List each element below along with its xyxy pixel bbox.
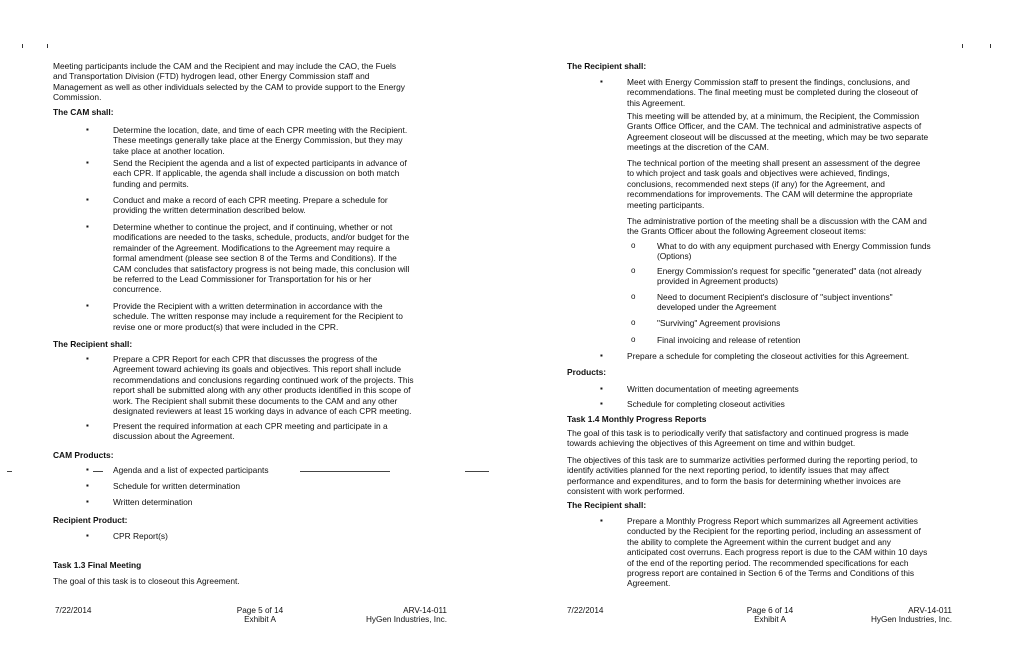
square-bullet-icon: ▪ <box>86 531 89 540</box>
list-item-text: Schedule for written determination <box>113 481 241 491</box>
footer-page-number: Page 5 of 14 <box>236 606 284 615</box>
paragraph: The objectives of this task are to summarize activities performed during the reporting period, to identify activities planned for the next reporting period, to identify issues that may affect performance and expenditures, and to form the basis for determining whether invoices are consistent with work performed. <box>567 455 918 497</box>
section-heading: Task 1.4 Monthly Progress Reports <box>567 414 707 424</box>
list-item-text: Prepare a Monthly Progress Report which summarizes all Agreement activities conducted by the Recipient for the reporting period, including an assessment of the ability to complete the Agreement within the current budget and any anticipated cost overruns. Each progress report is due to the CAM within 10 days of the end of the reporting period. The recommended specifications for each progress report are contained in Section 6 of the Terms and Conditions of this Agreement. <box>627 516 928 589</box>
scan-line <box>93 471 103 472</box>
list-item-text: Send the Recipient the agenda and a list of expected participants in advance of each CPR. If applicable, the agenda shall include a discussion on both match funding and permits. <box>113 158 407 189</box>
circle-bullet-icon: o <box>631 335 636 344</box>
list-item-text: Schedule for completing closeout activities <box>627 399 785 409</box>
footer-exhibit: Exhibit A <box>754 615 786 624</box>
list-item-text: Provide the Recipient with a written determination in accordance with the schedule. The written response may include a requirement for the Recipient to revise one or more product(s) that were included in the CPR. <box>113 301 403 332</box>
paragraph: The goal of this task is to closeout this Agreement. <box>53 576 240 586</box>
footer-company: HyGen Industries, Inc. <box>366 615 447 624</box>
section-heading: CAM Products: <box>53 450 114 460</box>
square-bullet-icon: ▪ <box>86 421 89 430</box>
section-heading: Task 1.3 Final Meeting <box>53 560 142 570</box>
square-bullet-icon: ▪ <box>86 497 89 506</box>
sub-list-item-text: "Surviving" Agreement provisions <box>657 318 781 328</box>
scan-mark <box>962 44 963 48</box>
sub-list-item-text: What to do with any equipment purchased with Energy Commission funds (Options) <box>657 241 931 262</box>
footer-agreement-number: ARV-14-011 <box>403 606 447 615</box>
list-item-text: Prepare a schedule for completing the closeout activities for this Agreement. <box>627 351 910 361</box>
circle-bullet-icon: o <box>631 241 636 250</box>
square-bullet-icon: ▪ <box>86 301 89 310</box>
paragraph: Meeting participants include the CAM and the Recipient and may include the CAO, the Fuels and Transportation Division (FTD) hydrogen lead, other Energy Commission staff and Management as well as other individuals selected by the CAM to provide support to the Energy Commission. <box>53 61 405 103</box>
square-bullet-icon: ▪ <box>600 384 603 393</box>
square-bullet-icon: ▪ <box>86 222 89 231</box>
list-item-text: CPR Report(s) <box>113 531 168 541</box>
square-bullet-icon: ▪ <box>86 158 89 167</box>
section-heading: The Recipient shall: <box>53 339 133 349</box>
indented-paragraph: This meeting will be attended by, at a minimum, the Recipient, the Commission Grants Office Officer, and the CAM. The technical and administrative aspects of Agreement closeout will be discussed at the meeting, which may be two separate meetings at the discretion of the CAM. <box>627 111 929 153</box>
square-bullet-icon: ▪ <box>600 77 603 86</box>
square-bullet-icon: ▪ <box>86 195 89 204</box>
indented-paragraph: The technical portion of the meeting shall present an assessment of the degree to which project and task goals and objectives were achieved, findings, conclusions, recommended next steps (if any) for the Agreement, and recommendations for improvements. The CAM will determine the appropriate meeting participants. <box>627 158 921 210</box>
scan-line <box>300 471 390 472</box>
sub-list-item-text: Energy Commission's request for specific "generated" data (not already provided in Agreement products) <box>657 266 922 287</box>
square-bullet-icon: ▪ <box>600 399 603 408</box>
document-page-5 <box>0 0 506 650</box>
footer-date: 7/22/2014 <box>567 606 604 615</box>
list-item-text: Determine whether to continue the project, and if continuing, whether or not modifications are needed to the tasks, schedule, products, and/or budget for the remainder of the Agreement. Modifications to the Agreement may require a formal amendment (please see section 8 of the Terms and Conditions). If the CAM concludes that satisfactory progress is not being made, this conclusion will be referred to the Lead Commissioner for Transportation for his or her concurrence. <box>113 222 410 295</box>
square-bullet-icon: ▪ <box>86 125 89 134</box>
circle-bullet-icon: o <box>631 266 636 275</box>
footer-company: HyGen Industries, Inc. <box>871 615 952 624</box>
list-item-text: Agenda and a list of expected participants <box>113 465 269 475</box>
section-heading: The Recipient shall: <box>567 500 647 510</box>
document-page-6 <box>507 0 1013 650</box>
list-item-text: Conduct and make a record of each CPR meeting. Prepare a schedule for providing the written determination described below. <box>113 195 388 216</box>
circle-bullet-icon: o <box>631 318 636 327</box>
sub-list-item-text: Need to document Recipient's disclosure of "subject inventions" developed under the Agreement <box>657 292 893 313</box>
list-item-text: Written documentation of meeting agreements <box>627 384 799 394</box>
circle-bullet-icon: o <box>631 292 636 301</box>
square-bullet-icon: ▪ <box>86 465 89 474</box>
list-item-text: Determine the location, date, and time of each CPR meeting with the Recipient. These meetings generally take place at the Energy Commission, but they may take place at another location. <box>113 125 408 156</box>
list-item-text: Meet with Energy Commission staff to present the findings, conclusions, and recommendations. The final meeting must be completed during the closeout of this Agreement. <box>627 77 918 108</box>
scan-mark <box>22 44 23 48</box>
scan-mark <box>47 44 48 48</box>
footer-exhibit: Exhibit A <box>244 615 276 624</box>
indented-paragraph: The administrative portion of the meeting shall be a discussion with the CAM and the Grants Officer about the following Agreement closeout items: <box>627 216 927 237</box>
list-item-text: Present the required information at each CPR meeting and participate in a discussion about the Agreement. <box>113 421 388 442</box>
section-heading: Products: <box>567 367 607 377</box>
section-heading: The CAM shall: <box>53 107 114 117</box>
scan-line <box>7 471 12 472</box>
sub-list-item-text: Final invoicing and release of retention <box>657 335 801 345</box>
section-heading: Recipient Product: <box>53 515 128 525</box>
footer-date: 7/22/2014 <box>55 606 92 615</box>
list-item-text: Written determination <box>113 497 193 507</box>
square-bullet-icon: ▪ <box>600 351 603 360</box>
square-bullet-icon: ▪ <box>86 354 89 363</box>
list-item-text: Prepare a CPR Report for each CPR that discusses the progress of the Agreement toward achieving its goals and objectives. This report shall include recommendations and conclusions regarding continued work of the projects. This report shall be submitted along with any other products identified in this scope of work. The Recipient shall submit these documents to the CAM and any other designated reviewers at least 15 working days in advance of each CPR meeting. <box>113 354 414 417</box>
footer-page-number: Page 6 of 14 <box>746 606 794 615</box>
paragraph: The goal of this task is to periodically verify that satisfactory and continued progress is made towards achieving the objectives of this Agreement on time and within budget. <box>567 428 909 449</box>
scan-mark <box>990 44 991 48</box>
section-heading: The Recipient shall: <box>567 61 647 71</box>
square-bullet-icon: ▪ <box>86 481 89 490</box>
square-bullet-icon: ▪ <box>600 516 603 525</box>
footer-agreement-number: ARV-14-011 <box>908 606 952 615</box>
scan-line <box>465 471 489 472</box>
